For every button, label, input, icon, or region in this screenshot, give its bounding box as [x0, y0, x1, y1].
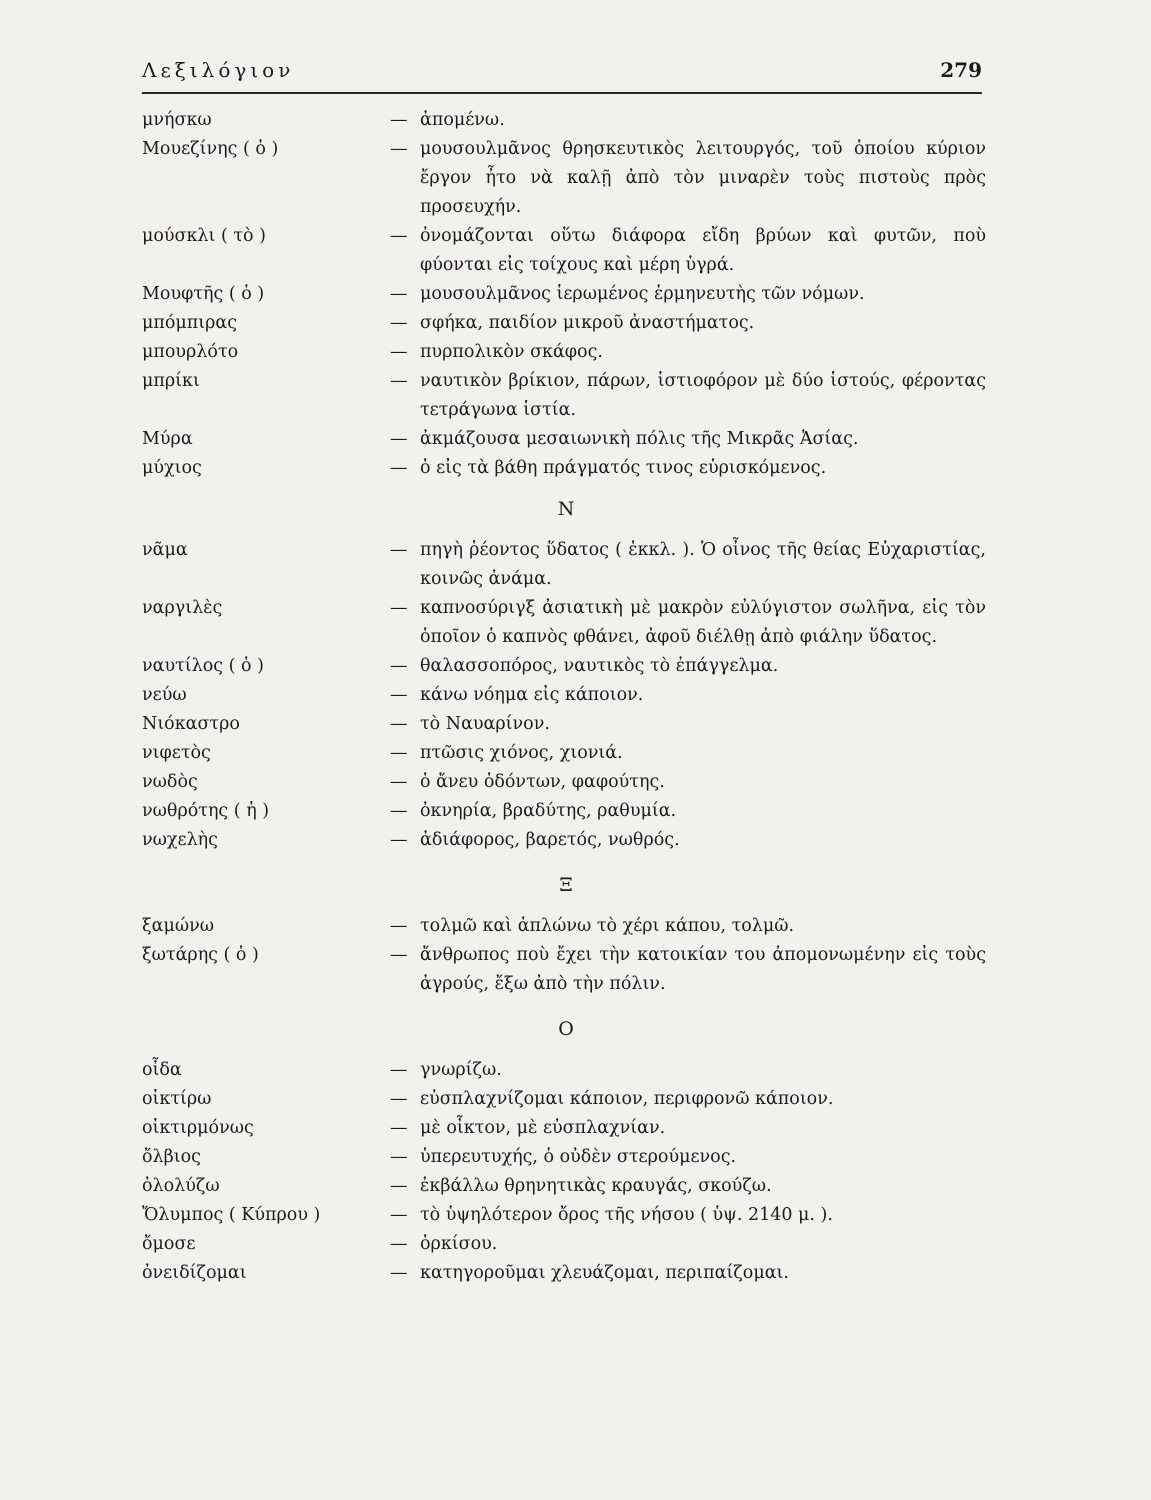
- em-dash: —: [390, 313, 408, 333]
- glossary-entry: [142, 1201, 986, 1230]
- entry-term: νωθρότης ( ἡ ): [142, 801, 270, 821]
- em-dash: —: [390, 685, 408, 705]
- em-dash: —: [390, 1147, 408, 1167]
- running-title: Λεξιλόγιον: [142, 58, 295, 82]
- glossary-entry: [142, 1056, 986, 1085]
- glossary-entry: [142, 941, 986, 999]
- em-dash: —: [390, 429, 408, 449]
- entry-term: ὀνειδίζομαι: [142, 1263, 247, 1283]
- entry-term: ναργιλὲς: [142, 598, 223, 618]
- entry-term: οἰκτίρω: [142, 1089, 212, 1109]
- entry-term: οἰκτιρμόνως: [142, 1118, 254, 1138]
- glossary-entry: [142, 797, 986, 826]
- glossary-section: [142, 495, 986, 855]
- em-dash: —: [390, 139, 408, 159]
- em-dash: —: [390, 1263, 408, 1283]
- entry-term: νιφετὸς: [142, 743, 211, 763]
- section-letter: Ξ: [559, 874, 573, 896]
- glossary-entries: [142, 106, 986, 1288]
- glossary-section: [142, 106, 986, 483]
- em-dash: —: [390, 801, 408, 821]
- entry-definition: γνωρίζω.: [420, 1060, 502, 1080]
- em-dash: —: [390, 916, 408, 936]
- glossary-entry: [142, 912, 986, 941]
- glossary-entry: [142, 739, 986, 768]
- em-dash: —: [390, 743, 408, 763]
- glossary-entry: [142, 652, 986, 681]
- em-dash: —: [390, 1118, 408, 1138]
- em-dash: —: [390, 1205, 408, 1225]
- entry-definition: καπνοσύριγξ ἀσιατικὴ μὲ μακρὸν εὐλύγιστον σωλῆνα, εἰς τὸν ὁποῖον ὁ καπνὸς φθάνει, ἀφοῦ διέλθῃ ἀπὸ φιάλην ὕδατος.: [420, 598, 986, 647]
- entry-term: νωδὸς: [142, 772, 198, 792]
- glossary-entry: [142, 1172, 986, 1201]
- entry-term: ὄλβιος: [142, 1147, 201, 1167]
- entry-term: ὀλολύζω: [142, 1176, 220, 1196]
- entry-definition: ἐκβάλλω θρηνητικὰς κραυγάς, σκούζω.: [420, 1176, 772, 1196]
- glossary-entry: [142, 768, 986, 797]
- em-dash: —: [390, 945, 408, 965]
- glossary-section: [142, 871, 986, 999]
- entry-term: νωχελὴς: [142, 830, 218, 850]
- entry-term: ξωτάρης ( ὁ ): [142, 945, 259, 965]
- section-letter: Ο: [558, 1018, 574, 1040]
- entry-definition: μὲ οἶκτον, μὲ εὐσπλαχνίαν.: [420, 1118, 666, 1138]
- em-dash: —: [390, 342, 408, 362]
- glossary-section: [142, 1015, 986, 1288]
- glossary-entry: [142, 1259, 986, 1288]
- em-dash: —: [390, 458, 408, 478]
- entry-definition: πτῶσις χιόνος, χιονιά.: [420, 743, 623, 763]
- entry-definition: ὀνομάζονται οὕτω διάφορα εἴδη βρύων καὶ φυτῶν, ποὺ φύονται εἰς τοίχους καὶ μέρη ὑγρά.: [420, 226, 986, 275]
- glossary-entry: [142, 710, 986, 739]
- em-dash: —: [390, 598, 408, 618]
- entry-definition: ὀκνηρία, βραδύτης, ραθυμία.: [420, 801, 677, 821]
- entry-term: Ὄλυμπος ( Κύπρου ): [142, 1205, 321, 1225]
- entry-definition: τὸ ὑψηλότερον ὄρος τῆς νήσου ( ὑψ. 2140 μ. ).: [420, 1205, 833, 1225]
- entry-definition: τὸ Ναυαρίνον.: [420, 714, 550, 734]
- page-number: 279: [940, 58, 982, 82]
- glossary-entry: [142, 1230, 986, 1259]
- glossary-entry: [142, 681, 986, 710]
- entry-term: μπρίκι: [142, 371, 200, 391]
- entry-term: ξαμώνω: [142, 916, 215, 936]
- entry-definition: ὁ εἰς τὰ βάθη πράγματός τινος εὑρισκόμενος.: [420, 458, 827, 478]
- glossary-entry: [142, 338, 986, 367]
- glossary-entry: [142, 1085, 986, 1114]
- entry-term: ὄμοσε: [142, 1234, 196, 1254]
- em-dash: —: [390, 830, 408, 850]
- entry-term: Μουφτῆς ( ὁ ): [142, 284, 265, 304]
- glossary-entry: [142, 1114, 986, 1143]
- entry-definition: ὑπερευτυχής, ὁ οὐδὲν στερούμενος.: [420, 1147, 737, 1167]
- em-dash: —: [390, 656, 408, 676]
- em-dash: —: [390, 540, 408, 560]
- entry-term: νᾶμα: [142, 540, 188, 560]
- entry-definition: εὐσπλαχνίζομαι κάποιον, περιφρονῶ κάποιον.: [420, 1089, 834, 1109]
- entry-definition: πηγὴ ῥέοντος ὕδατος ( ἐκκλ. ). Ὁ οἶνος τῆς θείας Εὐχαριστίας, κοινῶς ἀνάμα.: [420, 540, 986, 589]
- entry-term: ναυτίλος ( ὁ ): [142, 656, 264, 676]
- entry-definition: ἄνθρωπος ποὺ ἔχει τὴν κατοικίαν του ἀπομονωμένην εἰς τοὺς ἀγρούς, ἔξω ἀπὸ τὴν πόλιν.: [420, 945, 986, 994]
- entry-definition: σφήκα, παιδίον μικροῦ ἀναστήματος.: [420, 313, 755, 333]
- entry-term: μπόμπιρας: [142, 313, 238, 333]
- entry-definition: ἀκμάζουσα μεσαιωνικὴ πόλις τῆς Μικρᾶς Ἀσίας.: [420, 429, 859, 449]
- entry-term: Νιόκαστρο: [142, 714, 240, 734]
- glossary-entry: [142, 309, 986, 338]
- entry-definition: κάνω νόημα εἰς κάποιον.: [420, 685, 644, 705]
- glossary-entry: [142, 1143, 986, 1172]
- em-dash: —: [390, 772, 408, 792]
- em-dash: —: [390, 1176, 408, 1196]
- entry-definition: ὁ ἄνευ ὀδόντων, φαφούτης.: [420, 772, 665, 792]
- em-dash: —: [390, 226, 408, 246]
- entry-definition: θαλασσοπόρος, ναυτικὸς τὸ ἐπάγγελμα.: [420, 656, 779, 676]
- entry-definition: πυρπολικὸν σκάφος.: [420, 342, 603, 362]
- em-dash: —: [390, 110, 408, 130]
- entry-term: οἶδα: [142, 1060, 182, 1080]
- entry-term: μνήσκω: [142, 110, 212, 130]
- glossary-entry: [142, 425, 986, 454]
- glossary-entry: [142, 222, 986, 280]
- em-dash: —: [390, 1060, 408, 1080]
- entry-definition: ἀδιάφορος, βαρετός, νωθρός.: [420, 830, 680, 850]
- entry-term: μούσκλι ( τὸ ): [142, 226, 266, 246]
- entry-definition: ὁρκίσου.: [420, 1234, 498, 1254]
- glossary-entry: [142, 280, 986, 309]
- entry-term: Μύρα: [142, 429, 193, 449]
- entry-term: μύχιος: [142, 458, 202, 478]
- entry-term: Μουεζίνης ( ὁ ): [142, 139, 279, 159]
- em-dash: —: [390, 371, 408, 391]
- em-dash: —: [390, 1089, 408, 1109]
- glossary-entry: [142, 367, 986, 425]
- entry-definition: κατηγοροῦμαι χλευάζομαι, περιπαίζομαι.: [420, 1263, 789, 1283]
- glossary-entry: [142, 536, 986, 594]
- glossary-entry: [142, 594, 986, 652]
- page-header: [142, 52, 982, 94]
- entry-definition: μουσουλμᾶνος ἱερωμένος ἑρμηνευτὴς τῶν νόμων.: [420, 284, 865, 304]
- glossary-entry: [142, 135, 986, 222]
- em-dash: —: [390, 1234, 408, 1254]
- entry-term: νεύω: [142, 685, 187, 705]
- entry-definition: μουσουλμᾶνος θρησκευτικὸς λειτουργός, τοῦ ὁποίου κύριον ἔργον ἦτο νὰ καλῇ ἀπὸ τὸν μιναρὲν τοὺς πιστοὺς πρὸς προσευχήν.: [420, 139, 986, 217]
- section-letter: Ν: [557, 498, 575, 520]
- entry-term: μπουρλότο: [142, 342, 239, 362]
- em-dash: —: [390, 284, 408, 304]
- entry-definition: ναυτικὸν βρίκιον, πάρων, ἱστιοφόρον μὲ δύο ἱστούς, φέροντας τετράγωνα ἱστία.: [420, 371, 986, 420]
- entry-definition: τολμῶ καὶ ἁπλώνω τὸ χέρι κάπου, τολμῶ.: [420, 916, 795, 936]
- glossary-entry: [142, 826, 986, 855]
- em-dash: —: [390, 714, 408, 734]
- glossary-entry: [142, 106, 986, 135]
- entry-definition: ἀπομένω.: [420, 110, 505, 130]
- glossary-entry: [142, 454, 986, 483]
